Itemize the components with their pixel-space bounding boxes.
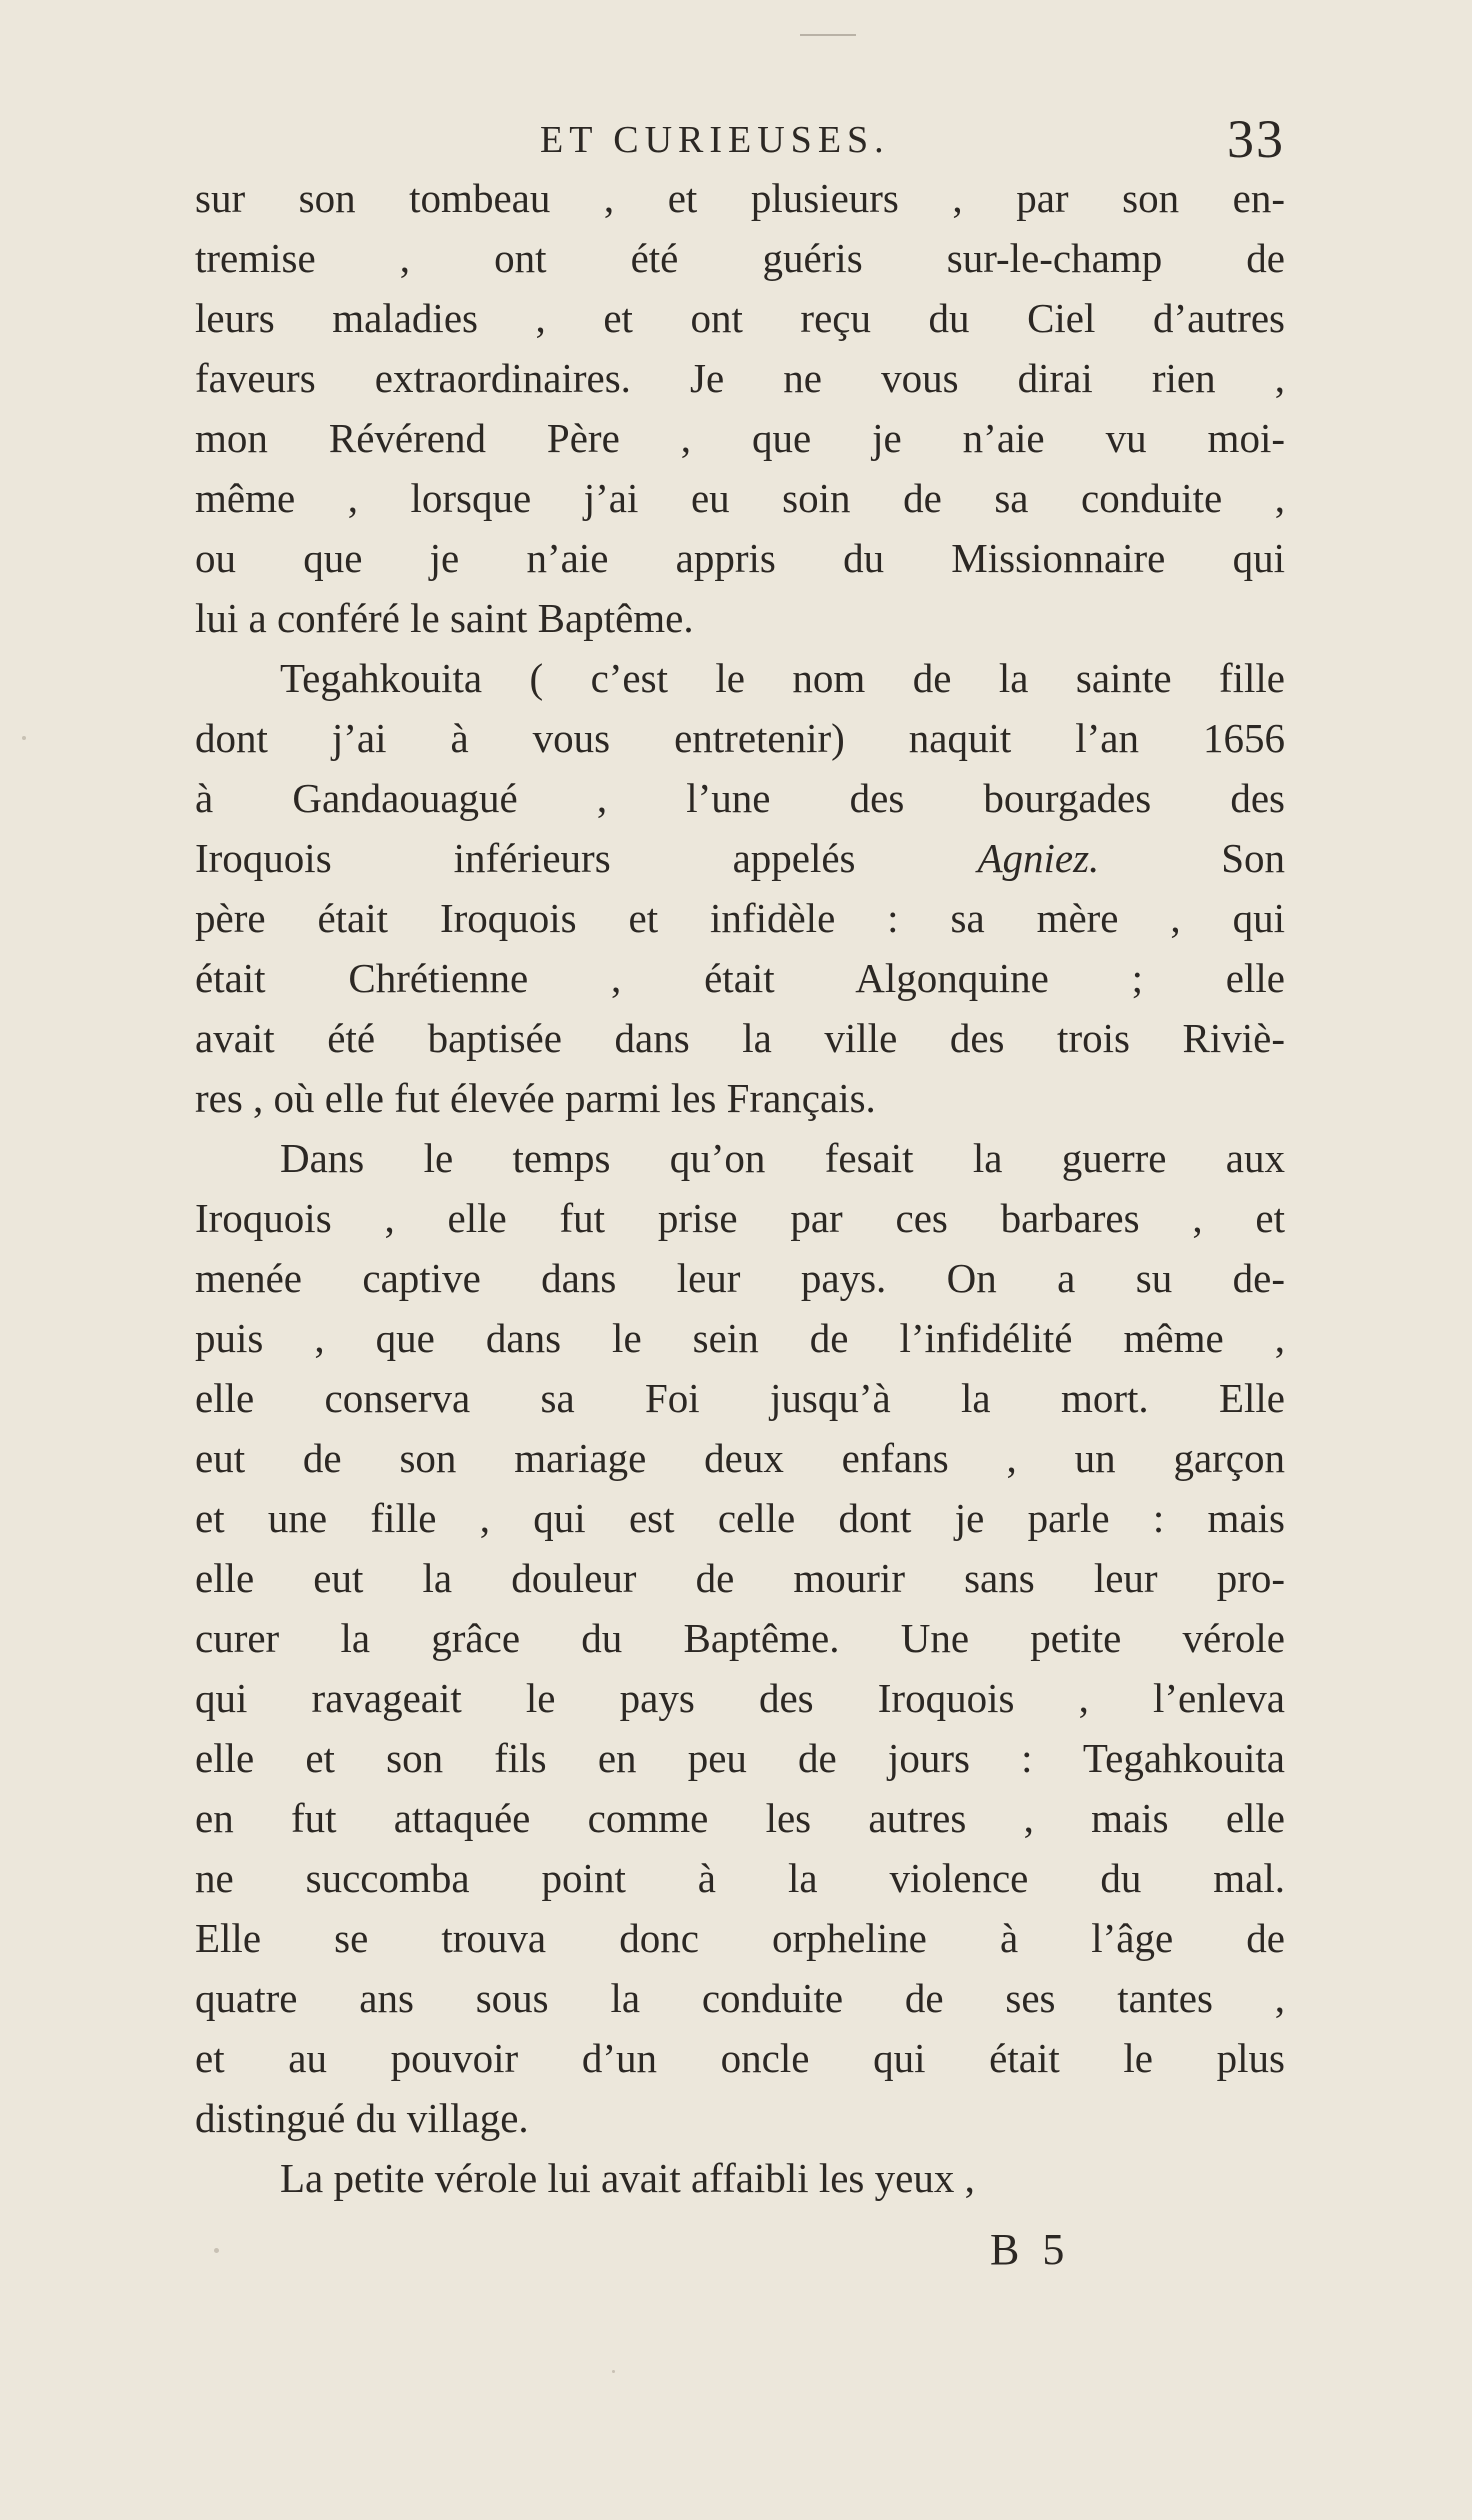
text-line: tremise , ont été guéris sur-le-champ de bbox=[195, 235, 1285, 281]
italic-name: Agniez. bbox=[977, 835, 1100, 881]
text-line: Iroquois , elle fut prise par ces barbares , et bbox=[195, 1195, 1285, 1241]
text-line: elle et son fils en peu de jours : Tegahkouita bbox=[195, 1735, 1285, 1781]
text-line: Dans le temps qu’on fesait la guerre aux bbox=[280, 1135, 1285, 1181]
paper-speck bbox=[214, 2248, 219, 2253]
text-line: à Gandaouagué , l’une des bourgades des bbox=[195, 775, 1285, 821]
paper-speck bbox=[612, 2370, 615, 2373]
text-line: curer la grâce du Baptême. Une petite vérole bbox=[195, 1615, 1285, 1661]
text-line: La petite vérole lui avait affaibli les yeux , bbox=[280, 2155, 975, 2201]
text-line: distingué du village. bbox=[195, 2095, 529, 2141]
text-line: même , lorsque j’ai eu soin de sa conduite , bbox=[195, 475, 1285, 521]
text-line: père était Iroquois et infidèle : sa mère , qui bbox=[195, 895, 1285, 941]
text-line: ne succomba point à la violence du mal. bbox=[195, 1855, 1285, 1901]
text-line: Tegahkouita ( c’est le nom de la sainte fille bbox=[280, 655, 1285, 701]
signature-mark: B 5 bbox=[990, 2225, 1071, 2274]
text-line: lui a conféré le saint Baptême. bbox=[195, 595, 694, 641]
text-line: elle conserva sa Foi jusqu’à la mort. Elle bbox=[195, 1375, 1285, 1421]
text-line: elle eut la douleur de mourir sans leur pro- bbox=[195, 1555, 1285, 1601]
text-line: res , où elle fut élevée parmi les Français. bbox=[195, 1075, 876, 1121]
text-line: leurs maladies , et ont reçu du Ciel d’autres bbox=[195, 295, 1285, 341]
running-title: ET CURIEUSES. bbox=[540, 119, 890, 161]
paper-speck bbox=[22, 736, 26, 740]
text-line: menée captive dans leur pays. On a su de- bbox=[195, 1255, 1285, 1301]
text-line: avait été baptisée dans la ville des trois Riviè- bbox=[195, 1015, 1285, 1061]
text-line: sur son tombeau , et plusieurs , par son en- bbox=[195, 175, 1285, 221]
text-line: en fut attaquée comme les autres , mais elle bbox=[195, 1795, 1285, 1841]
page-header bbox=[195, 109, 1285, 172]
text-line: était Chrétienne , était Algonquine ; elle bbox=[195, 955, 1285, 1001]
text-line: eut de son mariage deux enfans , un garçon bbox=[195, 1435, 1285, 1481]
text-line: mon Révérend Père , que je n’aie vu moi- bbox=[195, 415, 1285, 461]
body-text bbox=[195, 168, 1285, 2208]
text-line: qui ravageait le pays des Iroquois , l’enleva bbox=[195, 1675, 1285, 1721]
page-number: 33 bbox=[1227, 109, 1285, 169]
page-fold-mark bbox=[800, 34, 856, 36]
text-line: et une fille , qui est celle dont je parle : mais bbox=[195, 1495, 1285, 1541]
text-line: quatre ans sous la conduite de ses tantes , bbox=[195, 1975, 1285, 2021]
text-line: ou que je n’aie appris du Missionnaire qui bbox=[195, 535, 1285, 581]
text-line: faveurs extraordinaires. Je ne vous dirai rien , bbox=[195, 355, 1285, 401]
text-line: et au pouvoir d’un oncle qui était le plus bbox=[195, 2035, 1285, 2081]
text-line: Iroquois inférieurs appelés Agniez. Son bbox=[195, 835, 1285, 881]
text-line: puis , que dans le sein de l’infidélité même , bbox=[195, 1315, 1285, 1361]
text-line: dont j’ai à vous entretenir) naquit l’an 1656 bbox=[195, 715, 1285, 761]
text-line: Elle se trouva donc orpheline à l’âge de bbox=[195, 1915, 1285, 1961]
